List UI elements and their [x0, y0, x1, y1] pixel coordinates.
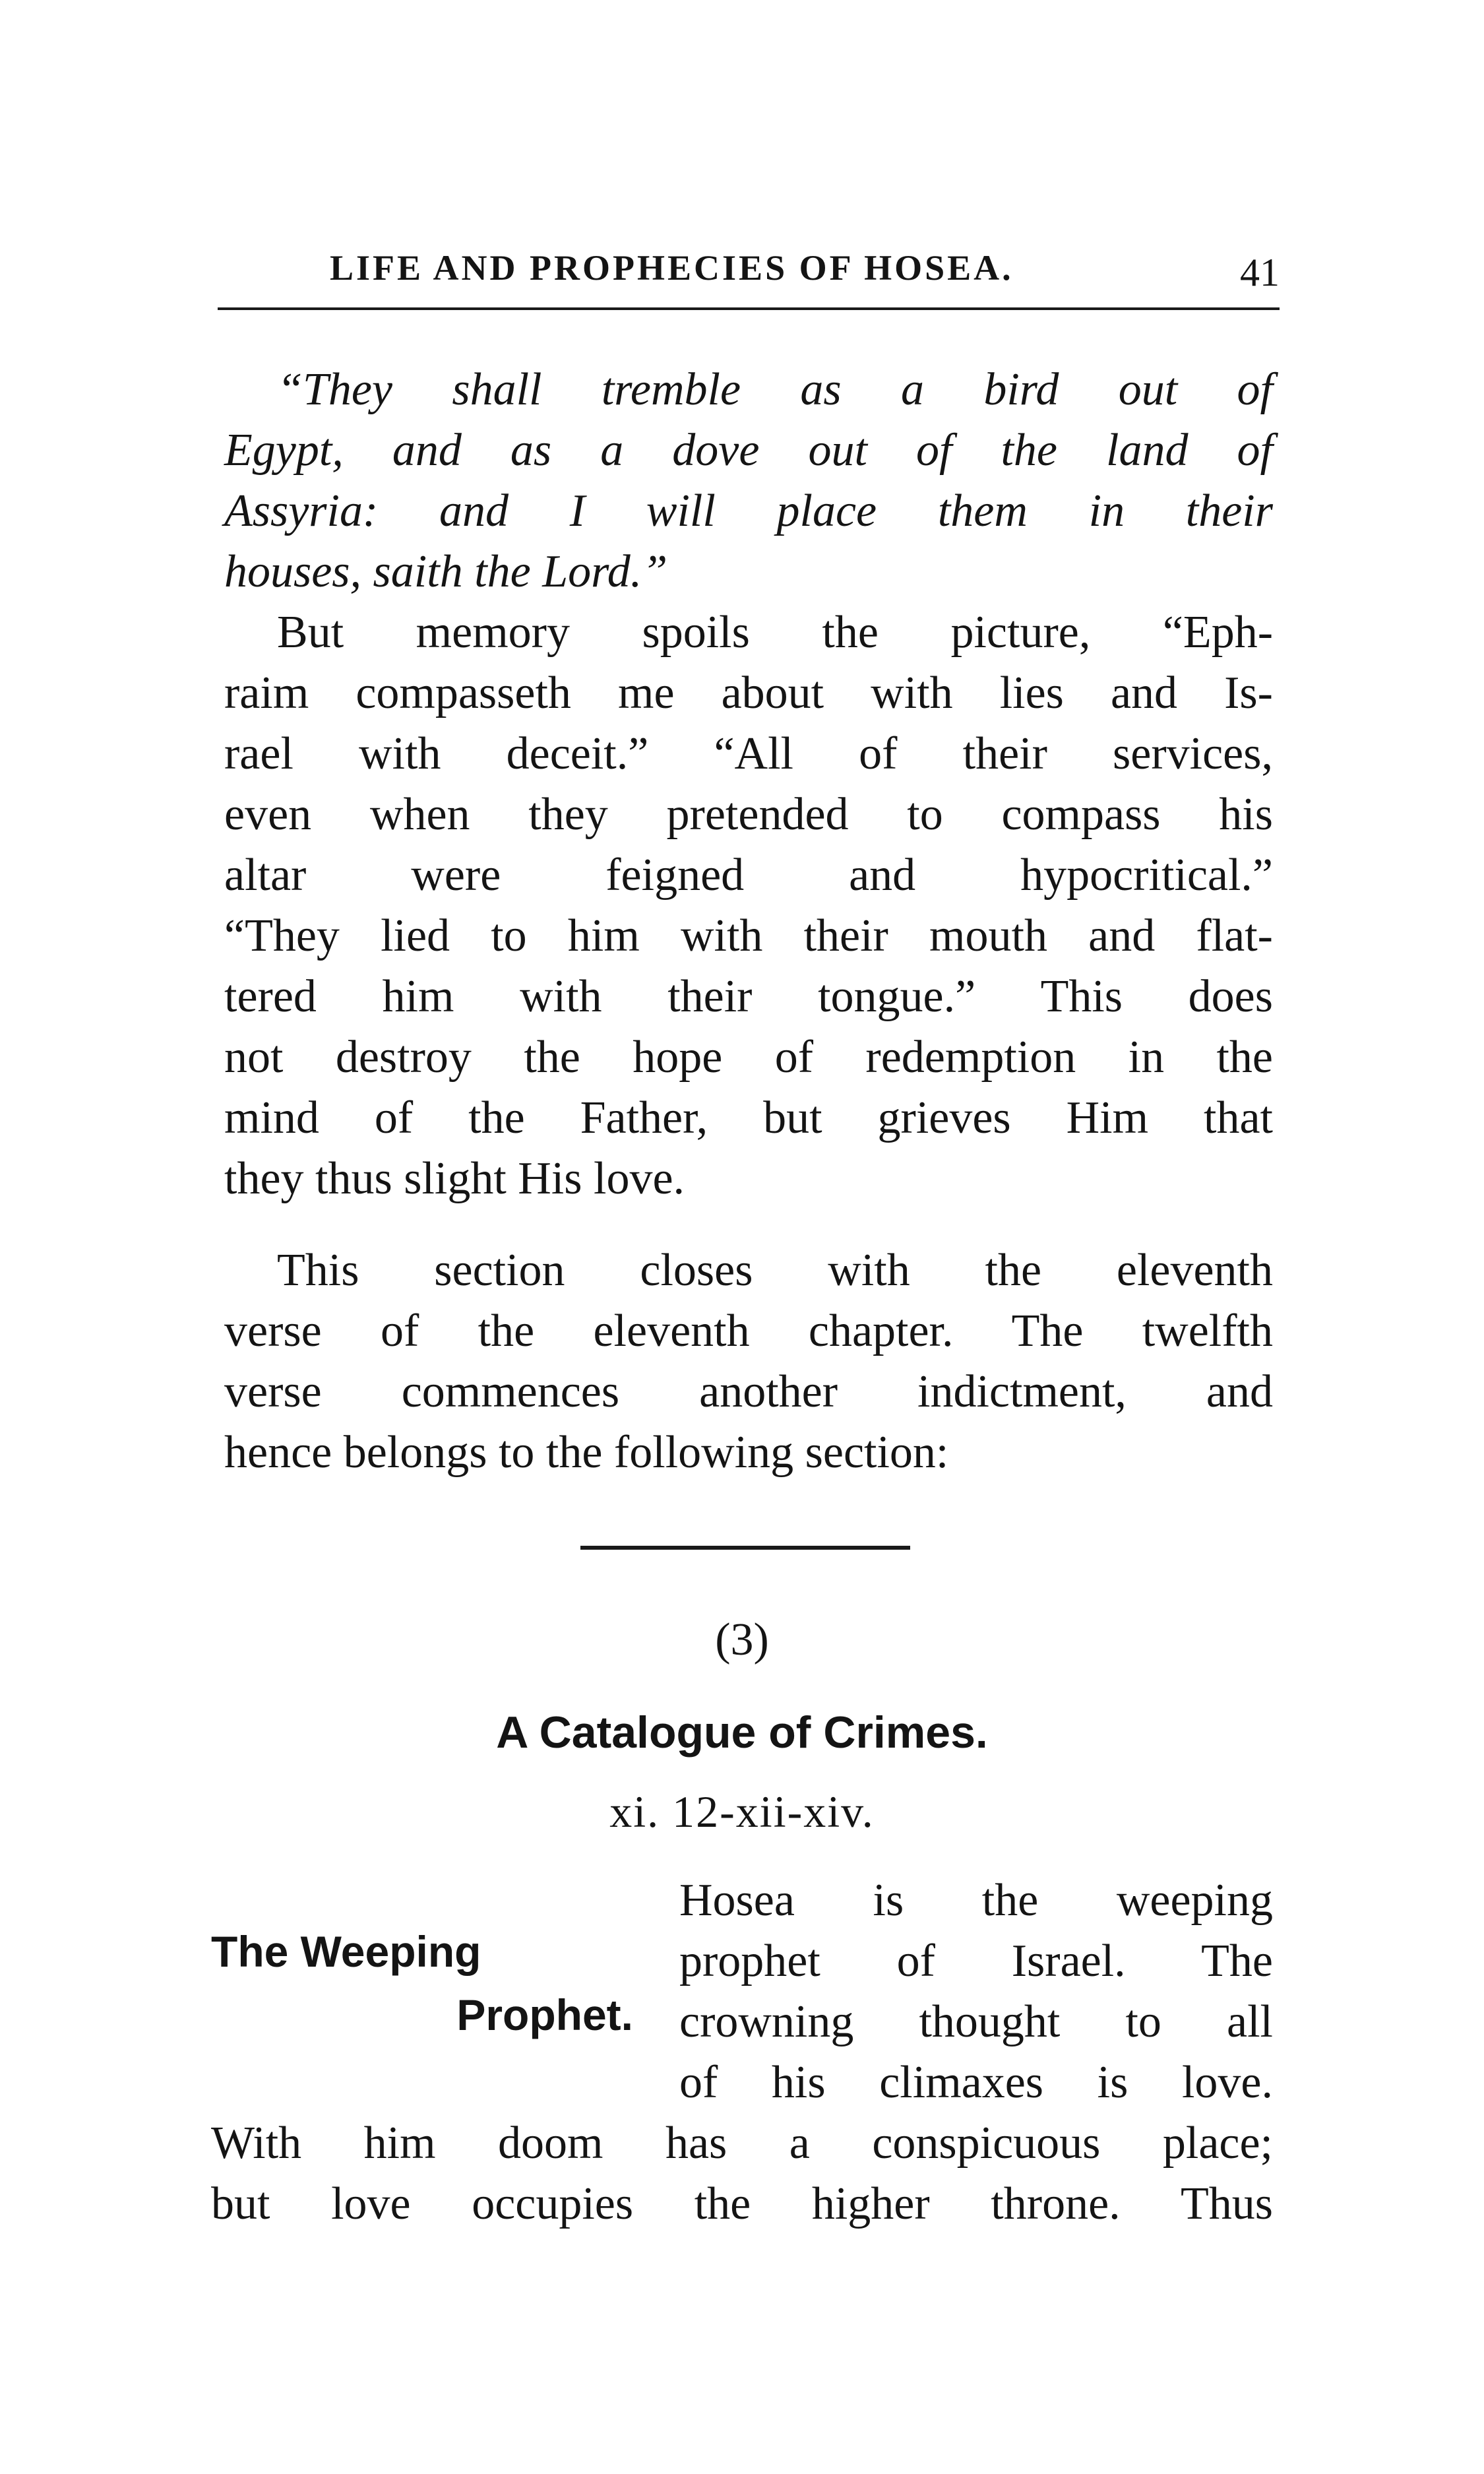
paragraph-line: prophet of Israel. The [679, 1936, 1273, 1986]
side-heading-line: The Weeping [211, 1927, 481, 1976]
section-divider [580, 1546, 910, 1550]
paragraph-line: but love occupies the higher throne. Thus [211, 2178, 1273, 2229]
quote-line: houses, saith the Lord.” [224, 546, 668, 597]
quote-line: “They shall tremble as a bird out of [277, 364, 1273, 415]
paragraph-line: of his climaxes is love. [679, 2057, 1273, 2108]
section-title: A Catalogue of Crimes. [496, 1707, 988, 1758]
paragraph-line: even when they pretended to compass his [224, 789, 1273, 840]
side-heading [211, 1920, 633, 2046]
quote-line: Assyria: and I will place them in their [224, 486, 1273, 536]
quote-line: Egypt, and as a dove out of the land of [224, 425, 1273, 476]
paragraph-line: With him doom has a conspicuous place; [211, 2118, 1273, 2169]
paragraph-line: This section closes with the eleventh [277, 1245, 1273, 1296]
paragraph-line: Hosea is the weeping [679, 1875, 1273, 1926]
running-title: LIFE AND PROPHECIES OF HOSEA. [330, 248, 1014, 288]
paragraph-line: verse commences another indictment, and [224, 1366, 1273, 1417]
paragraph-line: But memory spoils the picture, “Eph- [277, 607, 1273, 658]
paragraph-line: “They lied to him with their mouth and flat- [224, 910, 1273, 961]
section-number: (3) [715, 1614, 769, 1665]
page-number: 41 [1240, 251, 1280, 294]
paragraph-line: altar were feigned and hypocritical.” [224, 850, 1273, 901]
paragraph-line: raim compasseth me about with lies and Is- [224, 668, 1273, 718]
paragraph-line: not destroy the hope of redemption in the [224, 1032, 1273, 1083]
paragraph-line: hence belongs to the following section: [224, 1427, 949, 1478]
section-reference: xi. 12-xii-xiv. [609, 1787, 875, 1837]
paragraph-line: tered him with their tongue.” This does [224, 971, 1273, 1022]
paragraph-line: mind of the Father, but grieves Him that [224, 1093, 1273, 1143]
paragraph-line: rael with deceit.” “All of their services, [224, 728, 1273, 779]
paragraph-line: crowning thought to all [679, 1996, 1273, 2047]
header-rule [218, 307, 1280, 310]
paragraph-line: they thus slight His love. [224, 1153, 685, 1204]
paragraph-line: verse of the eleventh chapter. The twelfth [224, 1306, 1273, 1356]
side-heading-line: Prophet. [456, 1990, 633, 2039]
running-head [218, 234, 1280, 307]
